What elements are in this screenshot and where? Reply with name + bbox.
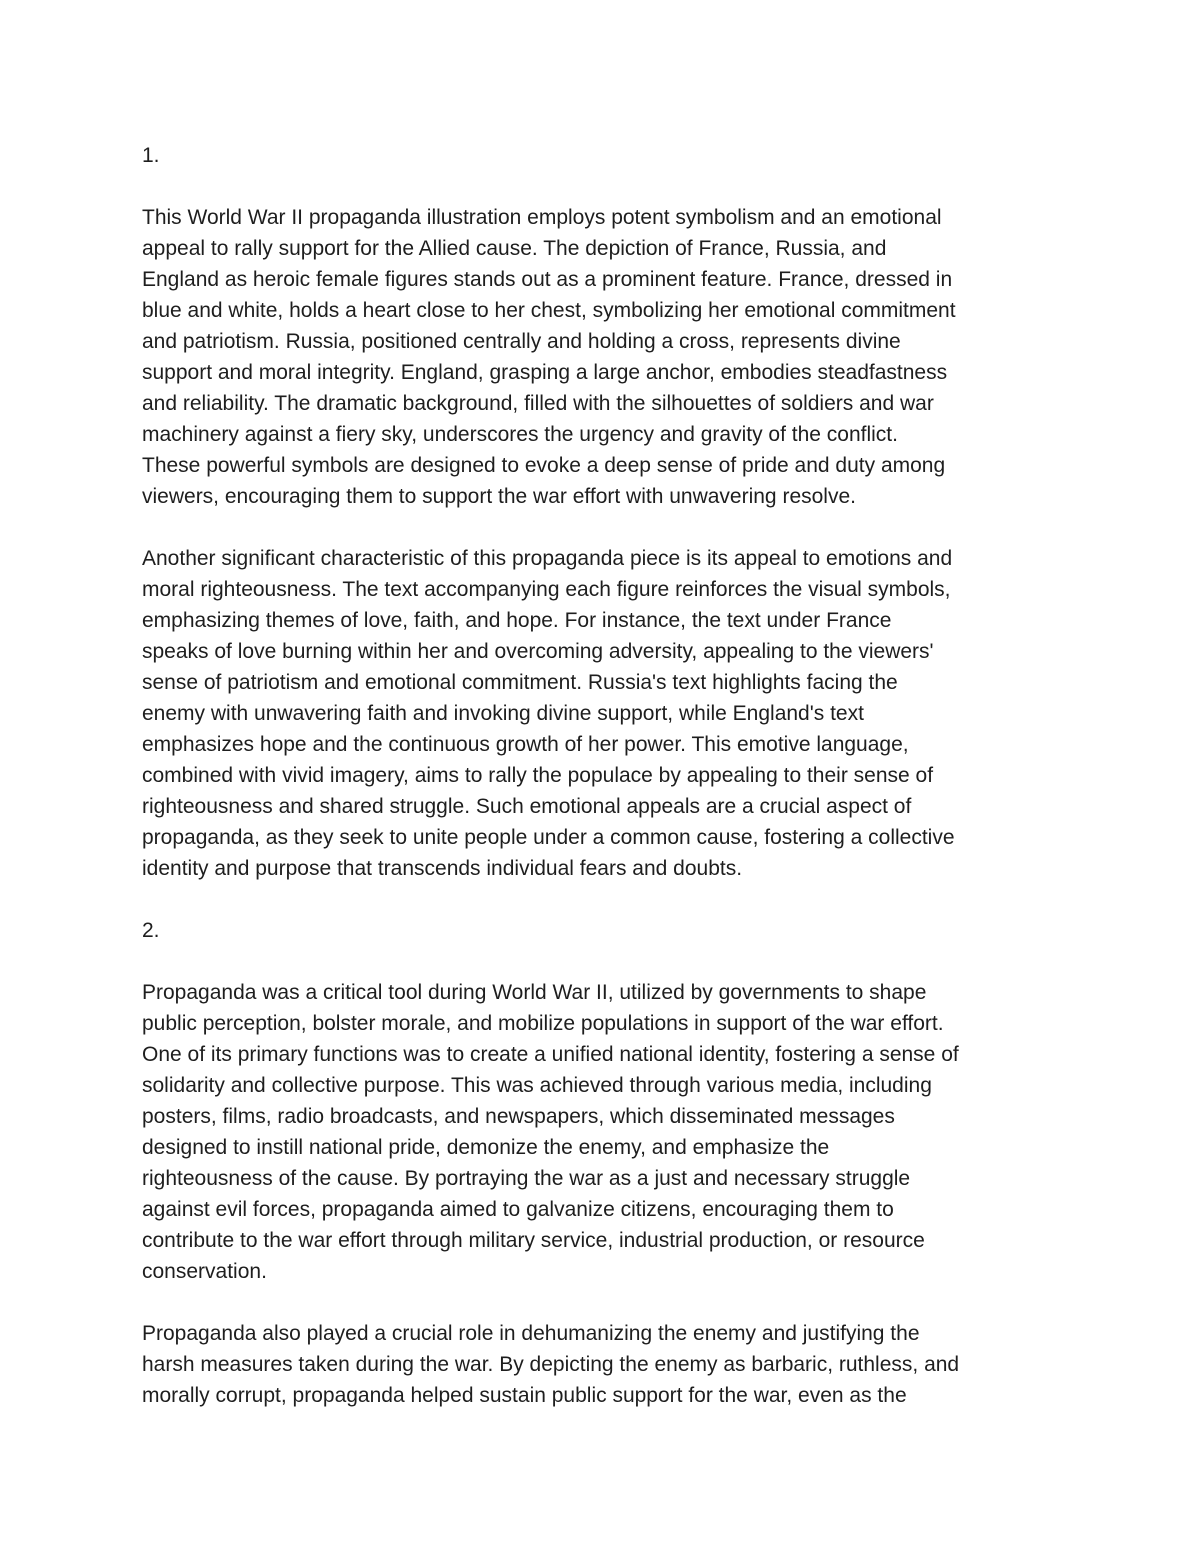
section-2-paragraph-2: Propaganda also played a crucial role in dehumanizing the enemy and justifying the harsh measures taken during the war. By depicting the enemy as barbaric, ruthless, and morally corrupt, propaganda helped sustain public support for the war, even as the	[142, 1322, 960, 1407]
section-2-paragraph-1: Propaganda was a critical tool during World War II, utilized by governments to shape public perception, bolster morale, and mobilize populations in support of the war effort. One of its primary functions was to create a unified national identity, fostering a sense of solidarity and collective purpose. This was achieved through various media, including posters, films, radio broadcasts, and newspapers, which disseminated messages designed to instill national pride, demonize the enemy, and emphasize the righteousness of the cause. By portraying the war as a just and necessary struggle against evil forces, propaganda aimed to galvanize citizens, encouraging them to contribute to the war effort through military service, industrial production, or resource conservation.	[142, 981, 959, 1283]
section-1-paragraph-1: This World War II propaganda illustration employs potent symbolism and an emotional appeal to rally support for the Allied cause. The depiction of France, Russia, and England as heroic female figures stands out as a prominent feature. France, dressed in blue and white, holds a heart close to her chest, symbolizing her emotional commitment and patriotism. Russia, positioned centrally and holding a cross, represents divine support and moral integrity. England, grasping a large anchor, embodies steadfastness and reliability. The dramatic background, filled with the silhouettes of soldiers and war machinery against a fiery sky, underscores the urgency and gravity of the conflict. These powerful symbols are designed to evoke a deep sense of pride and duty among viewers, encouraging them to support the war effort with unwavering resolve.	[142, 206, 956, 508]
document-body	[142, 140, 1068, 1442]
section-number-1: 1.	[142, 144, 160, 167]
section-number-2: 2.	[142, 919, 160, 942]
section-1-paragraph-2: Another significant characteristic of this propaganda piece is its appeal to emotions and moral righteousness. The text accompanying each figure reinforces the visual symbols, emphasizing themes of love, faith, and hope. For instance, the text under France speaks of love burning within her and overcoming adversity, appealing to the viewers' sense of patriotism and emotional commitment. Russia's text highlights facing the enemy with unwavering faith and invoking divine support, while England's text emphasizes hope and the continuous growth of her power. This emotive language, combined with vivid imagery, aims to rally the populace by appealing to their sense of righteousness and shared struggle. Such emotional appeals are a crucial aspect of propaganda, as they seek to unite people under a common cause, fostering a collective identity and purpose that transcends individual fears and doubts.	[142, 547, 955, 880]
